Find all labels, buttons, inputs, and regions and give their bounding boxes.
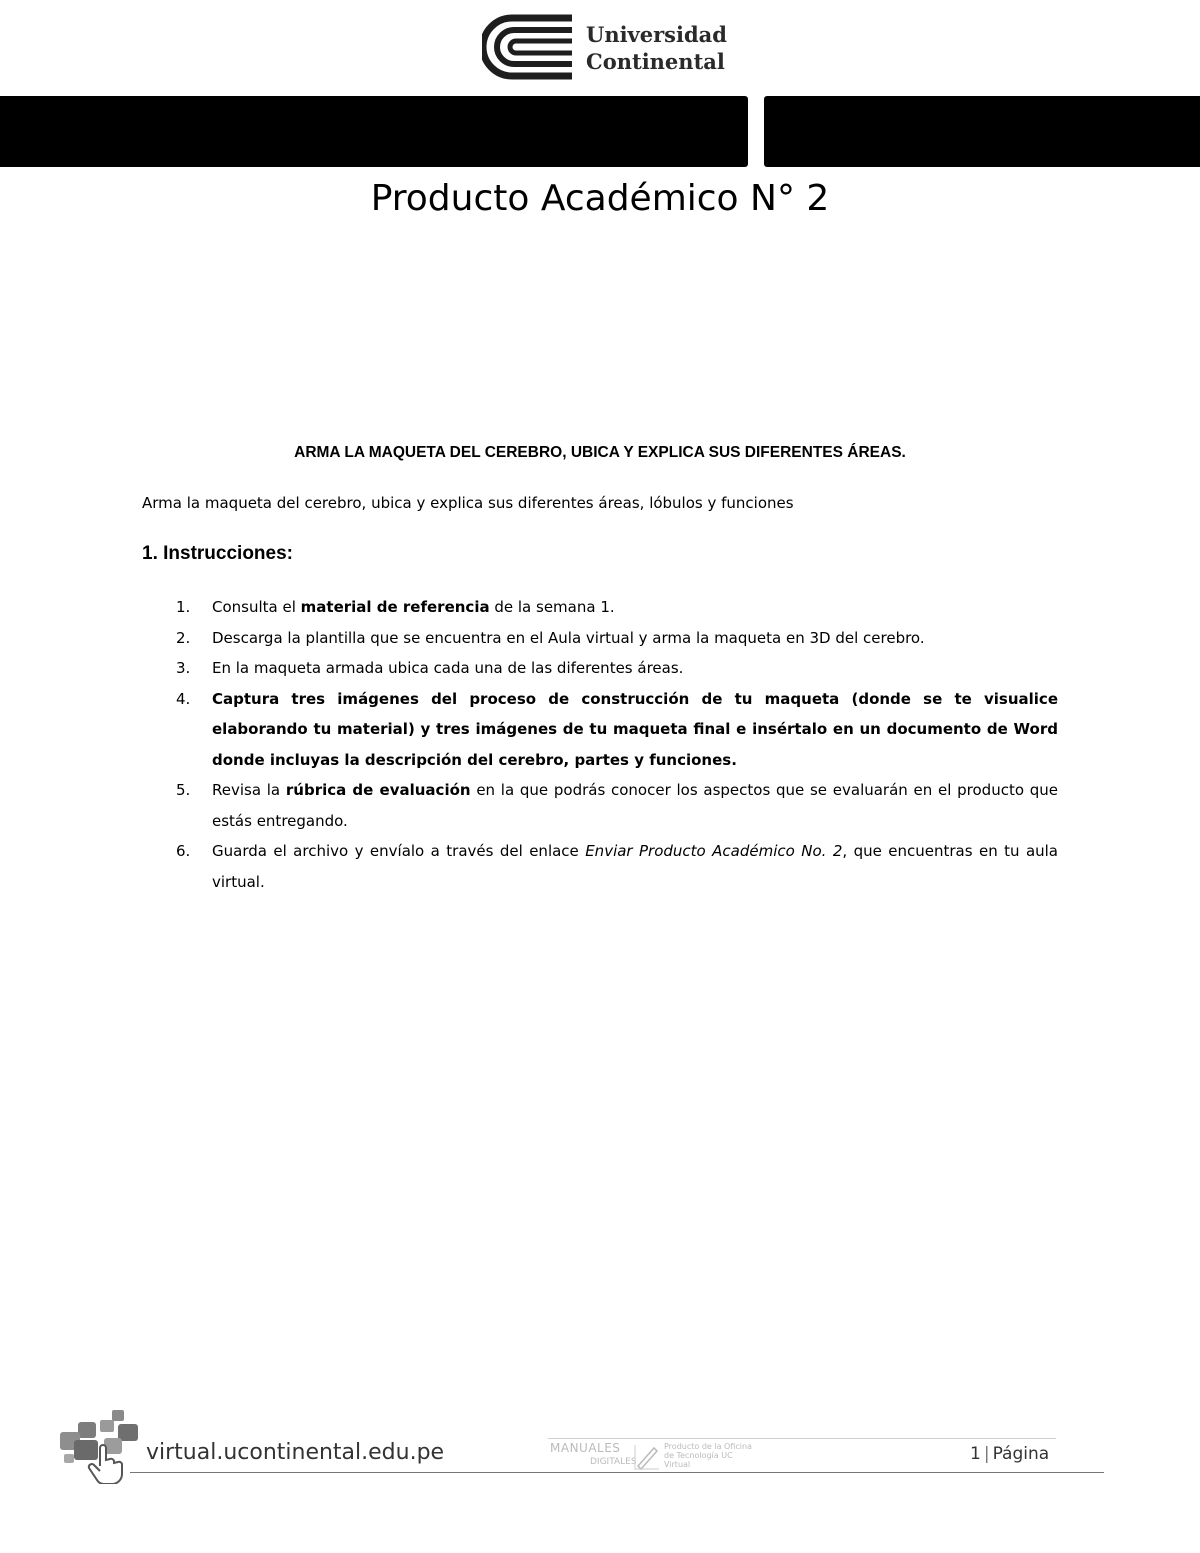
list-item-number: 2. [176,628,191,647]
list-item [142,623,1058,654]
header-band-right [764,96,1200,167]
footer-divider-top [548,1438,1056,1439]
list-item [142,592,1058,623]
list-item-text: Consulta el [212,598,301,616]
list-item-text: Guarda el archivo y envíalo a través del enlace [212,842,586,860]
footer-url: virtual.ucontinental.edu.pe [146,1440,445,1465]
list-item-number: 6. [176,842,191,860]
list-item-number: 3. [176,659,191,677]
section-heading-instructions: 1. Instrucciones: [142,543,293,564]
intro-paragraph: Arma la maqueta del cerebro, ubica y explica sus diferentes áreas, lóbulos y funciones [142,494,794,512]
list-item-number: 1. [176,598,191,616]
list-item [142,684,1058,776]
manuales-digitales-sub: DIGITALES [590,1457,637,1467]
list-item-number: 5. [176,781,191,799]
page-number [970,1444,1049,1464]
institution-name-line1: Universidad [586,22,727,47]
list-item-bold-text: rúbrica de evaluación [285,781,471,799]
university-logo [482,12,742,84]
header-band-left [0,96,748,167]
list-item [142,653,1058,684]
hand-pointer-icon [56,1408,142,1484]
list-item-bold-text: material de referencia [300,598,490,616]
list-item-text: , que encuentras en tu aula virtual. [212,842,1059,891]
main-heading: ARMA LA MAQUETA DEL CEREBRO, UBICA Y EXPLICA SUS DIFERENTES ÁREAS. [294,444,906,461]
page-number-value: 1 [970,1444,981,1464]
list-item-number: 4. [176,689,191,708]
page-label: Página [992,1444,1050,1464]
list-item [142,775,1058,836]
institution-name-line2: Continental [586,49,725,74]
list-item-text: Revisa la [212,781,286,799]
footer-divider [130,1472,1104,1473]
instructions-list [142,592,1058,897]
list-item-text: Descarga la plantilla que se encuentra en el Aula virtual y arma la maqueta en 3D del cerebro. [212,628,925,647]
pencil-icon [634,1444,660,1470]
document-title: Producto Académico N° 2 [370,178,830,219]
submit-link-text: Enviar Producto Académico No. 2 [585,842,843,860]
list-item-text: de la semana 1. [489,598,615,616]
manuales-digitales-label: MANUALES [550,1441,621,1455]
page-separator: | [983,1444,990,1464]
manuales-note: Producto de la Oficina de Tecnología UC Virtual [664,1442,752,1469]
list-item-bold-text: Captura tres imágenes del proceso de construcción de tu maqueta (donde se te visualice elaborando tu material) y tres imágenes de tu maqueta final e insértalo en un documento de Word donde incluyas la descripción del cerebro, partes y funciones. [212,689,1058,769]
continental-cc-logo-icon [482,12,574,82]
list-item [142,836,1058,897]
list-item-text: En la maqueta armada ubica cada una de las diferentes áreas. [212,659,684,677]
list-item-text: en la que podrás conocer los aspectos que se evaluarán en el producto que estás entregando. [212,781,1059,830]
institution-name [586,21,727,75]
